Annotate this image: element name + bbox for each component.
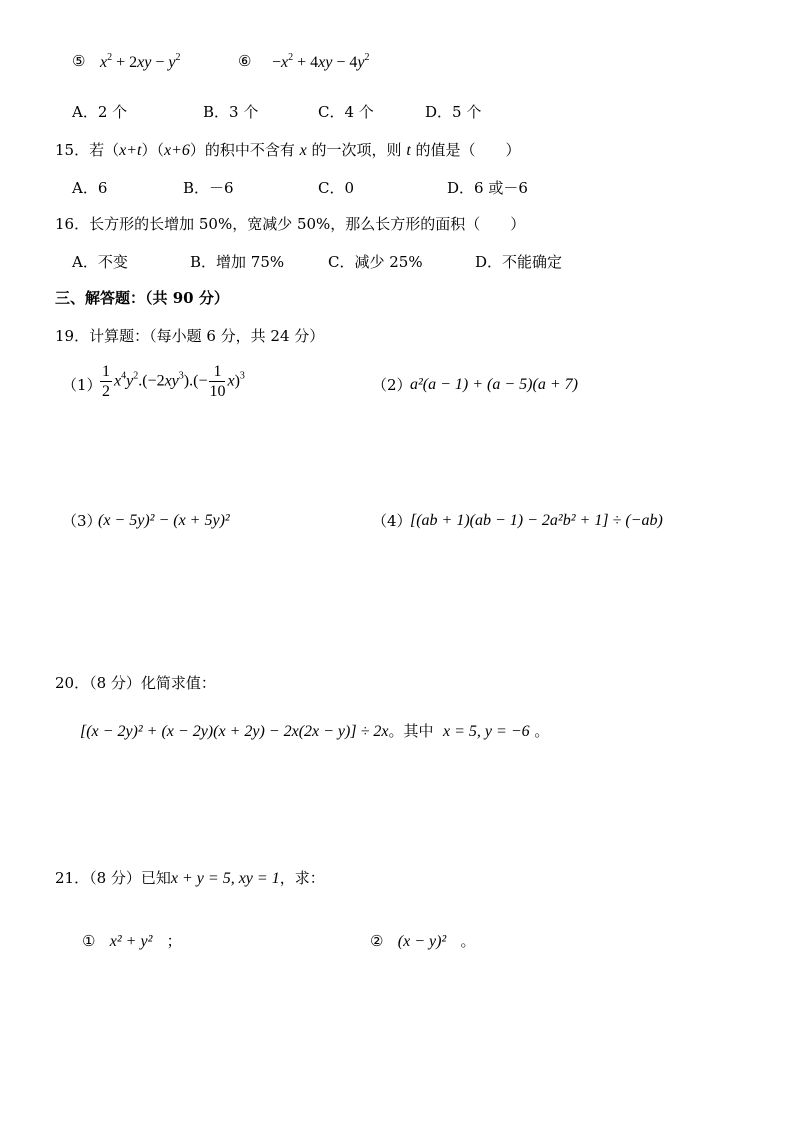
q16-option-b[interactable]: B．增加 75% (190, 253, 285, 271)
q15-text: 若（ (89, 141, 120, 159)
q21-item1-end: ； (166, 932, 182, 950)
q14-item-6 (238, 54, 251, 69)
q15-option-b[interactable]: B．－6 (183, 179, 234, 197)
q20-end: 。 (534, 722, 550, 740)
q14-item-6-expr: $-x^2 + 4xy - 4y^2$ (272, 52, 370, 71)
item-marker: ⑥ (238, 52, 252, 70)
q15-number: 15． (55, 141, 90, 159)
q20-condition: x = 5, y = −6 (443, 723, 530, 740)
fraction-numerator: 1 (209, 364, 225, 382)
q15-factor: x+6 (163, 142, 190, 159)
q19-part4-label: （4） (372, 512, 412, 530)
section-title: 三、解答题：（共 90 分） (55, 289, 229, 307)
q21-stem (55, 871, 325, 887)
q19-part3-expr: (x − 5y)² − (x + 5y)² (98, 512, 230, 529)
q16-option-d[interactable]: D．不能确定 (475, 253, 563, 271)
fraction-denominator: 10 (209, 383, 226, 400)
q16-option-c[interactable]: C．减少 25% (328, 253, 423, 271)
item-marker: ② (370, 932, 384, 950)
q15-option-d[interactable]: D．6 或－6 (447, 179, 528, 197)
q20-expr: [(x − 2y)² + (x − 2y)(x + 2y) − 2x(2x − y)] ÷ 2x (80, 723, 389, 740)
q19-part1-expr: $\frac{1}{2}$ $x^4y^2.(-2xy^3).(-$ $\frac{1}{10}$ x)$^3$ (102, 363, 245, 400)
q15-option-a[interactable]: A．6 (72, 179, 108, 197)
q15-stem (55, 143, 521, 159)
q15-text: ）的积中不含有 (189, 141, 300, 159)
q19-part1-label: （1） (62, 376, 102, 394)
q19-part2-label: （2） (372, 376, 412, 394)
q14-option-a[interactable]: A．2 个 (72, 103, 128, 121)
q19-part3-label: （3） (62, 512, 102, 530)
q15-var: t (406, 142, 411, 159)
q15-option-c[interactable]: C．0 (318, 179, 355, 197)
q15-text: 的值是（ ） (410, 141, 521, 159)
fraction-numerator: 1 (102, 363, 110, 380)
q14-item-5-expr: $x^2 + 2xy - y^2$ (100, 52, 181, 71)
q15-text: 的一次项，则 (306, 141, 407, 159)
q21-text: ，求： (279, 869, 325, 887)
q14-option-c[interactable]: C．4 个 (318, 103, 374, 121)
q16-option-a[interactable]: A．不变 (72, 253, 128, 271)
q21-item-1 (82, 934, 182, 950)
q20-text: 。其中 (388, 722, 434, 740)
item-marker: ① (82, 932, 96, 950)
q19-part2-expr: a²(a − 1) + (a − 5)(a + 7) (410, 376, 578, 393)
q19-part4-expr: [(ab + 1)(ab − 1) − 2a²b² + 1] ÷ (−ab) (410, 512, 663, 529)
q21-condition: x + y = 5, xy = 1 (170, 870, 280, 887)
q21-item2-end: 。 (460, 932, 476, 950)
q20-expression-line (80, 724, 549, 740)
q14-item-5 (72, 54, 85, 69)
item-marker: ⑤ (72, 52, 86, 70)
q21-item1-expr: x² + y² (109, 933, 153, 950)
q20-stem: 20．（8 分）化简求值： (55, 674, 216, 692)
q15-text: ）（ (141, 141, 164, 159)
q15-factor: x+t (119, 142, 142, 159)
q21-item-2 (370, 934, 476, 950)
q21-text: 21．（8 分）已知 (55, 869, 171, 887)
q19-stem: 19．计算题：（每小题 6 分，共 24 分） (55, 327, 325, 345)
q14-option-d[interactable]: D．5 个 (425, 103, 482, 121)
fraction-denominator: 2 (102, 383, 110, 400)
q16-stem: 16．长方形的长增加 50%，宽减少 50%，那么长方形的面积（ ） (55, 215, 526, 233)
q15-var: x (299, 142, 307, 159)
q21-item2-expr: (x − y)² (397, 933, 447, 950)
q14-option-b[interactable]: B．3 个 (203, 103, 259, 121)
